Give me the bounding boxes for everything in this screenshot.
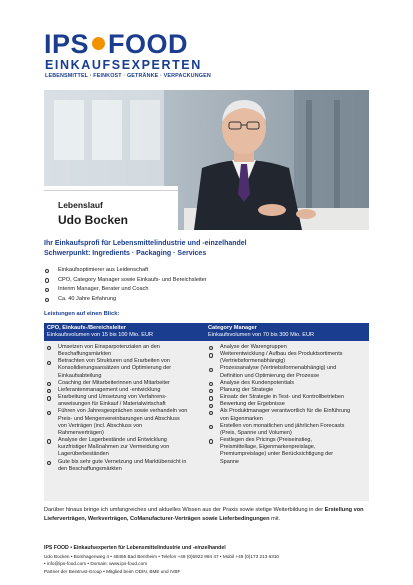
list-item: Bewertung der Ergebnisse (206, 401, 369, 408)
list-item: Als Produktmanager verantwortlich für die Einführung von Eigenmarken (206, 408, 369, 422)
list-item: Analyse der Lagerbestände und Entwicklung kurzfristiger Maßnahmen zur Vermeidung von Lagerüberbeständen (44, 437, 206, 458)
right-column-subtitle: Einkaufsvolumen von 70 bis 300 Mio. EUR (208, 332, 315, 339)
closing-end: mit. (269, 515, 281, 522)
list-item: Führen von Jahresgesprächen sowie verhandeln von Preis- und Mengenvereinbarungen und Abschluss von Verträgen (incl. Abschluss von Rahmenverträgen) (44, 408, 206, 437)
list-item: Erstellen von monatlichen und jährlichen Forecasts (Preis, Spanne und Volumen) (206, 423, 369, 437)
footer-contact: Udo Bocken • Bomhagenweg 4 • 48455 Bad Bentheim • Telefon +49 (0)5922 994 47 • Mobil +49 (0)173 213 6310 (44, 553, 280, 559)
list-item: Analyse der Warengruppen (206, 344, 369, 351)
list-item: Planung der Strategie (206, 387, 369, 394)
name-box (44, 186, 178, 230)
list-item: Gute bis sehr gute Vernetzung und Marktübersicht in den Beschaffungsmärkten (44, 459, 206, 473)
list-item: Betrachten von Strukturen und Erarbeiten von Konsolidierungsansätzen und Optimierung der Einkaufsabteilung (44, 358, 206, 379)
closing-emphasis: Erstellung von Lieferverträgen, Werkverträgen, CoManufacturer-Verträgen sowie Lieferbedingungen (44, 507, 364, 522)
list-item: Einkaufsoptimierer aus Leidenschaft (44, 266, 207, 276)
logo-wordmark (44, 30, 188, 58)
left-column-subtitle: Einkaufsvolumen von 15 bis 100 Mio. EUR (47, 332, 154, 339)
right-column-header (208, 325, 314, 339)
person-name: Udo Bocken (58, 213, 129, 227)
footer (44, 545, 279, 575)
list-item: Einsatz der Strategie in Test- und Kontrollbetrieben (206, 394, 369, 401)
logo-dot-icon (92, 37, 105, 50)
list-item: Festlegen des Pricings (Preiseinstieg, Preismittellage, Eigenmarkenpreislage, Premiumpreislage) unter Berücksichtigung der Spanne (206, 437, 369, 466)
footer-title: IPS FOOD • Einkaufsexperten für Lebensmittelindustrie und -einzelhandel (44, 545, 226, 551)
divider (44, 190, 178, 191)
cv-label: Lebenslauf (58, 200, 103, 210)
right-column-list (206, 344, 369, 466)
left-column-list (44, 344, 206, 473)
list-item: Coaching der Mitarbeiterinnen und Mitarbeiter (44, 380, 206, 387)
logo-part-food: FOOD (108, 29, 189, 59)
closing-text: Darüber hinaus bringe ich umfangreiches und aktuelles Wissen aus der Praxis sowie stetige Weiterbildung in der (44, 507, 324, 513)
table-header (44, 323, 369, 341)
logo-tagline: LEBENSMITTEL · FEINKOST · GETRÄNKE · VERPACKUNGEN (45, 73, 211, 79)
left-column-title: CPO, Einkaufs-/Bereichsleiter (47, 325, 126, 331)
logo-subtitle: EINKAUFSEXPERTEN (45, 58, 202, 72)
headline-focus: Schwerpunkt: Ingredients · Packaging · Services (44, 250, 207, 257)
list-item: Prozessanalyse (Vertriebsformenabhängig) und Definition und Optimierung der Prozesse (206, 365, 369, 379)
list-item: Ca. 40 Jahre Erfahrung (44, 295, 207, 305)
list-item: CPO, Category Manager sowie Einkaufs- und Bereichsleiter (44, 276, 207, 286)
list-item: Umsetzen von Einsparpotenzialen an den Beschaffungsmärkten (44, 344, 206, 358)
list-item: Erarbeitung und Umsetzung von Verfahrens- anweisungen für Einkauf / Materialwirtschaft (44, 394, 206, 408)
company-logo (44, 29, 211, 80)
footer-web: • info@ips-food.com • Domain: www.ips-food.com (44, 561, 148, 567)
list-item: Lieferantenmanagement und -entwicklung (44, 387, 206, 394)
list-item: Interim Manager, Berater und Coach (44, 285, 207, 295)
right-column-title: Category Manager (208, 325, 257, 331)
performance-title: Leistungen auf einen Blick: (44, 311, 120, 317)
headline-profile: Ihr Einkaufsprofi für Lebensmittelindustrie und -einzelhandel (44, 240, 247, 247)
intro-list (44, 266, 207, 304)
left-column-header (47, 325, 153, 339)
logo-part-ips: IPS (44, 29, 90, 59)
footer-membership: Partner der Beintrust-Group • Mitglied beim ODIN, BME und IVBF (44, 568, 181, 574)
closing-paragraph (44, 506, 374, 523)
performance-table (44, 323, 369, 501)
list-item: Analyse des Kundenpotentials (206, 380, 369, 387)
list-item: Weiterentwicklung / Aufbau des Produktsortiments (Vertriebsformenabhängig) (206, 351, 369, 365)
